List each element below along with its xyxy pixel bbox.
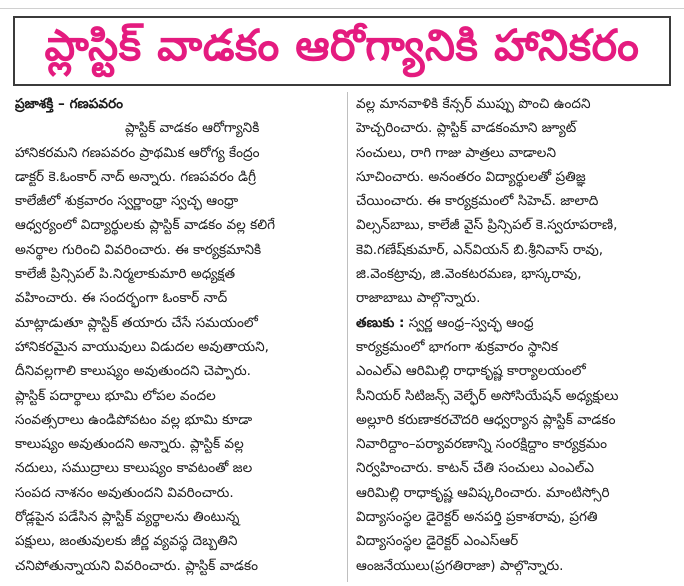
text-line: నిర్వహించారు. కాటన్ చేతి సంచులు ఎంఎల్ఎ [356,460,595,477]
text-line: సంచులు, రాగి గాజు పాత్రలు వాడాలని [356,144,556,161]
text-line: పక్షులు, జంతువులకు జీర్ణ వ్యవస్థ దెబ్బతిని [15,533,238,550]
text-line: హానికరమైన వాయువులు విడుదల అవుతాయని, [15,338,270,355]
sub-article-first-line [356,311,672,335]
text-line: చేయించారు. ఈ కార్యక్రమంలో సిహెచ్. జాలాది [356,193,599,210]
headline: ప్లాస్టిక్ వాడకం ఆరోగ్యానికి హానికరం [44,21,640,71]
text-line: అనర్థాల గురించి వివరించారు. ఈ కార్యక్రమానికి [15,241,262,258]
text-line: జి.వెంకట్రావు, జి.వెంకటరమణ, భాస్కరావు, [356,266,582,283]
text-line: ఆధ్వర్యంలో విద్యార్థులకు ప్లాస్టిక్ వాడకం వల్ల కలిగే [15,217,276,234]
right-column-part-a [356,92,672,311]
text-line: కెవి.గణేష్‌కుమార్, ఎన్‌వియన్ బి.శ్రీనివాస్ రావు, [356,241,604,258]
text-line: విల్సన్‌బాబు, కాలేజీ వైస్ ప్రిన్సిపల్ కె.స్వరూపరాణి, [356,217,618,234]
sub-first-line-text: స్వర్ణ ఆంధ్ర–స్వచ్ఛ ఆంధ్ర [404,314,534,331]
text-line: మాట్లాడుతూ ప్లాస్టిక్ తయారు చేసే సమయంలో [15,314,258,331]
text-line: కార్యక్రమంలో భాగంగా శుక్రవారం స్థానిక [356,338,559,355]
text-line: నివారిద్దాం–పర్యావరణాన్ని సంరక్షిద్దాం కార్యక్రమం [356,436,608,453]
text-line: కాలేజీ ప్రిన్సిపల్ పి.నిర్మలాకుమారి అధ్యక్షత [15,266,236,283]
text-line: రాజాబాబు పాల్గొన్నారు. [356,290,481,307]
text-line: కాలేజీలో శుక్రవారం స్వర్ణాంధ్రా స్వచ్ఛ ఆంధ్రా [15,193,239,210]
text-line: హానికరమని గణపవరం ప్రాథమిక ఆరోగ్య కేంద్రం [15,144,260,161]
article-right-column [356,92,672,580]
text-line: చనిపోతున్నాయని వివరించారు. ప్లాస్టిక్ వాడకం [15,557,258,574]
text-line: హెచ్చరించారు. ప్లాస్టిక్ వాడకంమాని జ్యూట్ [356,120,577,137]
text-line: విద్యాసంస్థల డైరెక్టర్ అనపర్తి ప్రకాశరావు, ప్రగతి [356,509,598,526]
top-rule [0,0,684,9]
text-line: సంపద నాశనం అవుతుందని వివరించారు. [15,484,234,501]
text-line: విద్యాసంస్థల డైరెక్టర్ ఎంఎస్ఆర్ [356,533,519,550]
text-line: వహించారు. ఈ సందర్భంగా ఓంకార్ నాద్ [15,290,228,307]
text-line: ప్లాస్టిక్ పదార్థాలు భూమి లోపల వందల [15,387,216,404]
text-line: వల్ల మానవాళికి కేన్సర్ ముప్పు పొంచి ఉందని [356,96,591,112]
text-line: ప్లాస్టిక్ వాడకం ఆరోగ్యానికి [125,120,260,137]
text-line: సీనియర్ సిటిజన్స్ వెల్ఫేర్ అసోసియేషన్ అధ్యక్షులు [356,387,619,404]
text-line: నదులు, సముద్రాలు కాలుష్యం కావటంతో జల [15,460,253,477]
text-line: సంవత్సరాలు ఉండిపోవటం వల్ల భూమి కూడా [15,411,253,428]
text-line: రోడ్లపైన పడేసిన ప్లాస్టిక్ వ్యర్థాలను తింటున్న [15,509,240,526]
headline-box [13,16,671,86]
text-line: ఆంజనేయులు(ప్రగతిరాజా) పాల్గొన్నారు. [356,557,564,574]
article-left-column [15,92,338,580]
text-line: డాక్టర్ కె.ఓంకార్ నాద్ అన్నారు. గణపవరం డిగ్రీ [15,168,257,185]
text-line: ఎంఎల్ఎ ఆరిమిల్లి రాధాకృష్ణ కార్యాలయంలో [356,363,586,380]
right-column-part-b [356,335,672,578]
dateline: ప్రజాశక్తి – గణపవరం [15,96,124,112]
column-divider [347,92,348,582]
text-line: దీనివల్లగాలి కాలుష్యం అవుతుందని చెప్పారు. [15,363,251,380]
sub-dateline: తణుకు : [356,314,405,331]
text-line: ఆరిమిల్లి రాధాకృష్ణ ఆవిష్కరించారు. మాంటిస్సోరి [356,484,610,501]
text-line: కాలుష్యం అవుతుందని అన్నారు. ప్లాస్టిక్ వల్ల [15,436,244,453]
text-line: అల్లూరి కరుణాకరచౌదరి ఆధ్వర్యాన ప్లాస్టిక్ వాడకం [356,411,616,428]
text-line: సూచించారు. అనంతరం విద్యార్థులతో ప్రతిజ్ఞ [356,168,586,185]
